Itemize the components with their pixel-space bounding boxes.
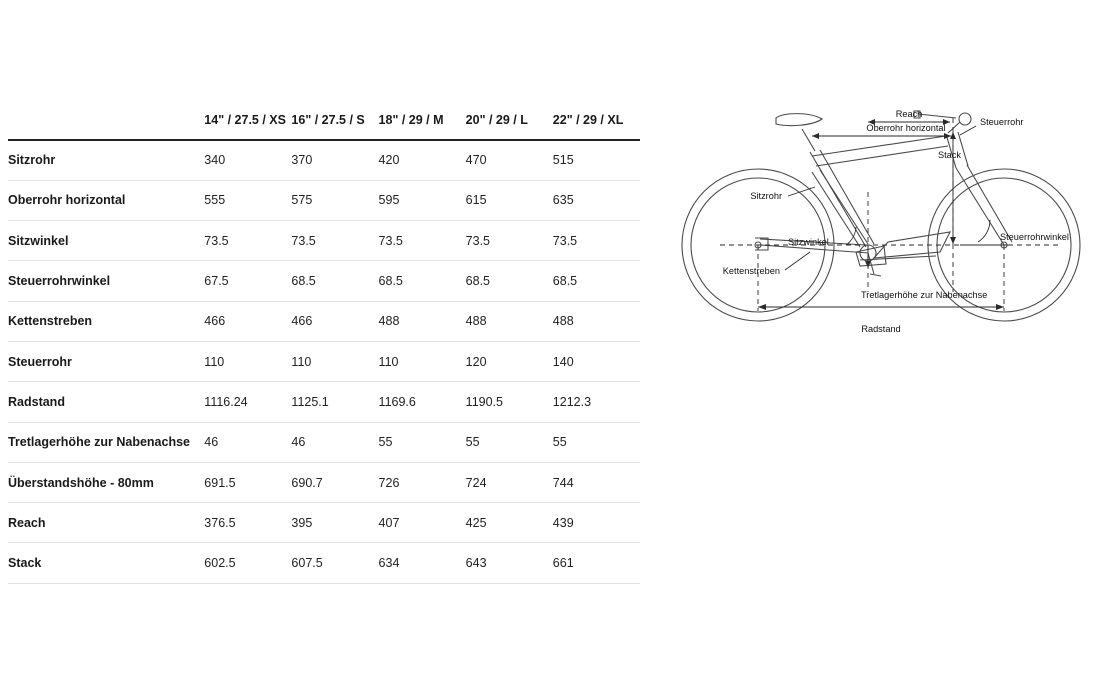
row-value: 73.5 bbox=[466, 221, 553, 261]
row-value: 661 bbox=[553, 543, 640, 583]
row-value: 690.7 bbox=[291, 462, 378, 502]
table-row bbox=[8, 462, 640, 502]
row-value: 340 bbox=[204, 140, 291, 180]
label-reach: Reach bbox=[895, 109, 923, 119]
stem bbox=[948, 122, 960, 133]
row-value: 439 bbox=[553, 503, 640, 543]
row-label: Überstandshöhe - 80mm bbox=[8, 462, 204, 502]
table-row bbox=[8, 301, 640, 341]
table-row bbox=[8, 422, 640, 462]
row-value: 724 bbox=[466, 462, 553, 502]
row-value: 1190.5 bbox=[466, 382, 553, 422]
label-steuerrohr: Steuerrohr bbox=[980, 117, 1024, 127]
head-angle-arc bbox=[978, 220, 990, 242]
row-value: 140 bbox=[553, 341, 640, 381]
row-value: 420 bbox=[379, 140, 466, 180]
label-kettenstreben: Kettenstreben bbox=[722, 266, 780, 276]
row-value: 607.5 bbox=[291, 543, 378, 583]
row-value: 425 bbox=[466, 503, 553, 543]
row-value: 1169.6 bbox=[379, 382, 466, 422]
row-value: 73.5 bbox=[291, 221, 378, 261]
row-label: Reach bbox=[8, 503, 204, 543]
top-tube-upper bbox=[812, 136, 946, 156]
bb-drop-arrow bbox=[865, 261, 871, 268]
table-row bbox=[8, 503, 640, 543]
table-row bbox=[8, 261, 640, 301]
row-value: 395 bbox=[291, 503, 378, 543]
row-value: 55 bbox=[466, 422, 553, 462]
row-value: 68.5 bbox=[291, 261, 378, 301]
row-value: 73.5 bbox=[553, 221, 640, 261]
label-sitzrohr: Sitzrohr bbox=[750, 191, 782, 201]
row-label: Stack bbox=[8, 543, 204, 583]
row-value: 407 bbox=[379, 503, 466, 543]
column-header-size-3: 18" / 29 / M bbox=[379, 106, 466, 140]
row-value: 691.5 bbox=[204, 462, 291, 502]
table-header-row bbox=[8, 106, 640, 140]
row-value: 744 bbox=[553, 462, 640, 502]
row-value: 488 bbox=[466, 301, 553, 341]
row-label: Sitzwinkel bbox=[8, 221, 204, 261]
handlebar bbox=[918, 114, 956, 118]
column-header-size-2: 16" / 27.5 / S bbox=[291, 106, 378, 140]
row-value: 73.5 bbox=[379, 221, 466, 261]
bike-geometry-diagram bbox=[660, 92, 1112, 360]
label-sitzwinkel: Sitzwinkel bbox=[788, 237, 829, 247]
row-value: 68.5 bbox=[379, 261, 466, 301]
row-value: 634 bbox=[379, 543, 466, 583]
table-row bbox=[8, 382, 640, 422]
top-tube-arrow-left bbox=[812, 133, 819, 139]
row-value: 68.5 bbox=[553, 261, 640, 301]
label-steuerrohrwinkel: Steuerrohrwinkel bbox=[1000, 232, 1069, 242]
top-tube-lower bbox=[816, 146, 948, 166]
table-corner-header bbox=[8, 106, 204, 140]
row-value: 466 bbox=[291, 301, 378, 341]
row-value: 466 bbox=[204, 301, 291, 341]
row-value: 110 bbox=[204, 341, 291, 381]
table-body bbox=[8, 140, 640, 583]
table-row bbox=[8, 180, 640, 220]
row-value: 46 bbox=[204, 422, 291, 462]
row-value: 73.5 bbox=[204, 221, 291, 261]
row-value: 1212.3 bbox=[553, 382, 640, 422]
row-label: Steuerrohrwinkel bbox=[8, 261, 204, 301]
stack-arrow-bottom bbox=[950, 237, 956, 244]
row-value: 55 bbox=[553, 422, 640, 462]
label-tretlagerhoehe: Tretlagerhöhe zur Nabenachse bbox=[861, 290, 988, 300]
row-value: 635 bbox=[553, 180, 640, 220]
row-value: 575 bbox=[291, 180, 378, 220]
row-label: Kettenstreben bbox=[8, 301, 204, 341]
row-value: 488 bbox=[379, 301, 466, 341]
row-value: 615 bbox=[466, 180, 553, 220]
row-label: Radstand bbox=[8, 382, 204, 422]
table-row bbox=[8, 543, 640, 583]
row-value: 376.5 bbox=[204, 503, 291, 543]
row-label: Steuerrohr bbox=[8, 341, 204, 381]
row-value: 67.5 bbox=[204, 261, 291, 301]
label-radstand: Radstand bbox=[861, 324, 901, 334]
row-label: Oberrohr horizontal bbox=[8, 180, 204, 220]
seatpost bbox=[802, 129, 815, 151]
row-value: 55 bbox=[379, 422, 466, 462]
wheelbase-arrow-right bbox=[996, 304, 1004, 310]
column-header-size-1: 14" / 27.5 / XS bbox=[204, 106, 291, 140]
table-row bbox=[8, 341, 640, 381]
stack-arrow-top bbox=[950, 132, 956, 139]
row-value: 595 bbox=[379, 180, 466, 220]
table-head bbox=[8, 106, 640, 140]
column-header-size-5: 22" / 29 / XL bbox=[553, 106, 640, 140]
row-value: 68.5 bbox=[466, 261, 553, 301]
row-label: Sitzrohr bbox=[8, 140, 204, 180]
row-value: 370 bbox=[291, 140, 378, 180]
wheelbase-arrow-left bbox=[758, 304, 766, 310]
row-value: 110 bbox=[379, 341, 466, 381]
row-label: Tretlagerhöhe zur Nabenachse bbox=[8, 422, 204, 462]
geometry-table-container bbox=[8, 106, 648, 584]
column-header-size-4: 20" / 29 / L bbox=[466, 106, 553, 140]
row-value: 1116.24 bbox=[204, 382, 291, 422]
label-stack: Stack bbox=[938, 150, 961, 160]
row-value: 555 bbox=[204, 180, 291, 220]
table-row bbox=[8, 221, 640, 261]
handlebar-grip bbox=[959, 113, 971, 125]
saddle bbox=[776, 114, 822, 126]
row-value: 726 bbox=[379, 462, 466, 502]
row-value: 643 bbox=[466, 543, 553, 583]
seat-angle-arc bbox=[846, 227, 856, 245]
row-value: 46 bbox=[291, 422, 378, 462]
geometry-table bbox=[8, 106, 640, 584]
row-value: 488 bbox=[553, 301, 640, 341]
motor-lower-line bbox=[860, 256, 936, 260]
row-value: 470 bbox=[466, 140, 553, 180]
head-tube-leader bbox=[960, 126, 976, 135]
pedal bbox=[870, 274, 881, 276]
row-value: 602.5 bbox=[204, 543, 291, 583]
row-value: 120 bbox=[466, 341, 553, 381]
row-value: 110 bbox=[291, 341, 378, 381]
chainstay-leader bbox=[785, 252, 810, 270]
label-oberrohr-horizontal: Oberrohr horizontal bbox=[866, 123, 946, 133]
table-row bbox=[8, 140, 640, 180]
row-value: 1125.1 bbox=[291, 382, 378, 422]
row-value: 515 bbox=[553, 140, 640, 180]
